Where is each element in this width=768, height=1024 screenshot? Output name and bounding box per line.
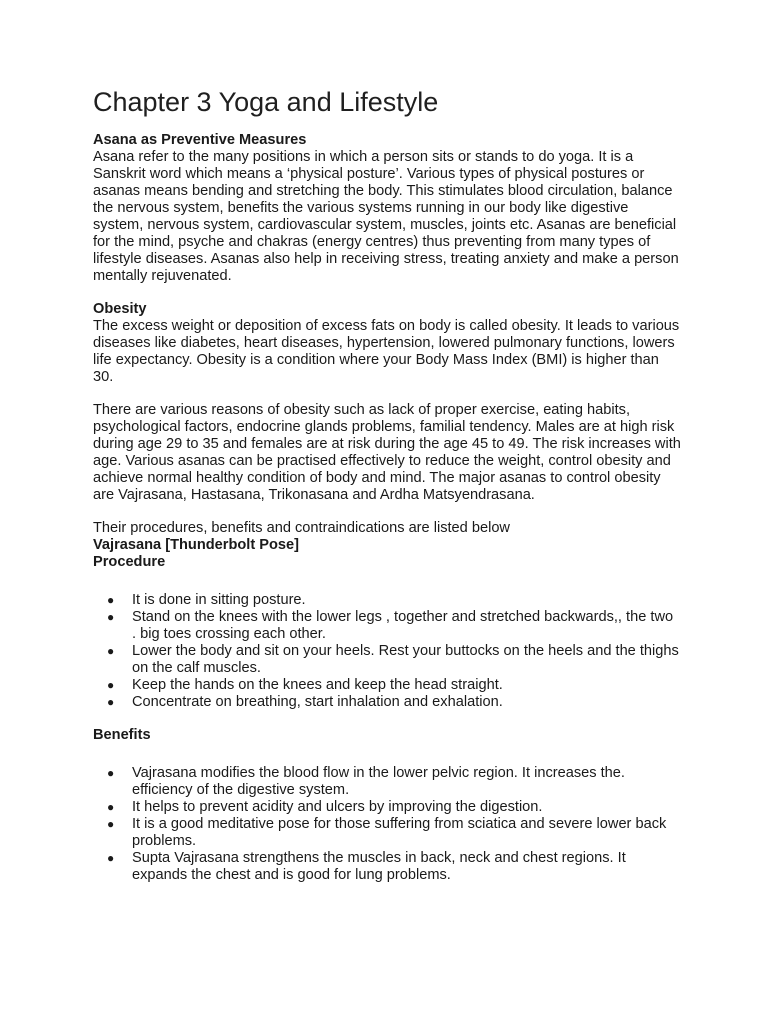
paragraph-obesity-2: There are various reasons of obesity such as lack of proper exercise, eating habits, psychological factors, endocrine glands problems, familial tendency. Males are at high risk during age 29 to 35 and females are at risk during the age 45 to 49. The risk increases with age. Various asanas can be practised effectively to reduce the weight, control obesity and achieve normal healthy condition of body and mind. The major asanas to control obesity are Vajrasana, Hastasana, Trikonasana and Ardha Matsyendrasana. bbox=[93, 402, 681, 503]
bullet-icon: ● bbox=[107, 817, 115, 831]
list-item bbox=[93, 677, 681, 694]
list-item-text: Concentrate on breathing, start inhalation and exhalation. bbox=[132, 694, 503, 710]
list-item bbox=[93, 694, 681, 711]
paragraph-asana: Asana refer to the many positions in which a person sits or stands to do yoga. It is a Sanskrit word which means a ‘physical posture’. Various types of physical postures or asanas means bending and stretching the body. This stimulates blood circulation, balance the nervous system, benefits the various systems running in our body like digestive system, nervous system, cardiovascular system, muscles, joints etc. Asanas are beneficial for the mind, psyche and chakras (energy centres) thus preventing from many types of lifestyle diseases. Asanas also help in receiving stress, treating anxiety and make a person mentally rejuvenated. bbox=[93, 149, 679, 284]
bullet-icon: ● bbox=[107, 695, 115, 709]
section-heading-obesity: Obesity bbox=[93, 301, 147, 317]
section-heading-asana: Asana as Preventive Measures bbox=[93, 132, 307, 148]
spacer bbox=[93, 711, 681, 727]
subheading-procedure: Procedure bbox=[93, 554, 166, 570]
list-item-text: It is done in sitting posture. bbox=[132, 592, 306, 608]
list-item bbox=[93, 643, 681, 677]
list-item bbox=[93, 850, 681, 884]
list-item-text: Vajrasana modifies the blood flow in the lower pelvic region. It increases the. efficiency of the digestive system. bbox=[132, 765, 625, 798]
list-item bbox=[93, 609, 681, 643]
spacer bbox=[93, 744, 681, 765]
page-title: Chapter 3 Yoga and Lifestyle bbox=[93, 87, 439, 117]
procedure-list bbox=[93, 592, 681, 711]
bullet-icon: ● bbox=[107, 593, 115, 607]
spacer bbox=[93, 386, 681, 402]
list-item bbox=[93, 816, 681, 850]
list-item-text: Keep the hands on the knees and keep the head straight. bbox=[132, 677, 503, 693]
section-heading-vajrasana: Vajrasana [Thunderbolt Pose] bbox=[93, 537, 299, 553]
bullet-icon: ● bbox=[107, 678, 115, 692]
spacer bbox=[93, 285, 681, 301]
spacer bbox=[93, 571, 681, 592]
bullet-icon: ● bbox=[107, 610, 115, 624]
paragraph-intro: Their procedures, benefits and contraindications are listed below bbox=[93, 520, 510, 536]
bullet-icon: ● bbox=[107, 800, 115, 814]
list-item-text: It helps to prevent acidity and ulcers by improving the digestion. bbox=[132, 799, 543, 815]
list-item-text: It is a good meditative pose for those suffering from sciatica and severe lower back problems. bbox=[132, 816, 667, 849]
list-item bbox=[93, 799, 681, 816]
bullet-icon: ● bbox=[107, 644, 115, 658]
bullet-icon: ● bbox=[107, 766, 115, 780]
spacer bbox=[93, 504, 681, 520]
list-item-text: Supta Vajrasana strengthens the muscles in back, neck and chest regions. It expands the chest and is good for lung problems. bbox=[132, 850, 626, 883]
list-item bbox=[93, 765, 681, 799]
benefits-list bbox=[93, 765, 681, 884]
document-page bbox=[93, 86, 681, 884]
list-item-text: Stand on the knees with the lower legs , together and stretched backwards,, the two . big toes crossing each other. bbox=[132, 609, 674, 642]
bullet-icon: ● bbox=[107, 851, 115, 865]
list-item bbox=[93, 592, 681, 609]
subheading-benefits: Benefits bbox=[93, 727, 151, 743]
paragraph-obesity-1: The excess weight or deposition of excess fats on body is called obesity. It leads to various diseases like diabetes, heart diseases, hypertension, lowered pulmonary functions, lowers life expectancy. Obesity is a condition where your Body Mass Index (BMI) is higher than 30. bbox=[93, 318, 680, 385]
list-item-text: Lower the body and sit on your heels. Rest your buttocks on the heels and the thighs on the calf muscles. bbox=[132, 643, 679, 676]
